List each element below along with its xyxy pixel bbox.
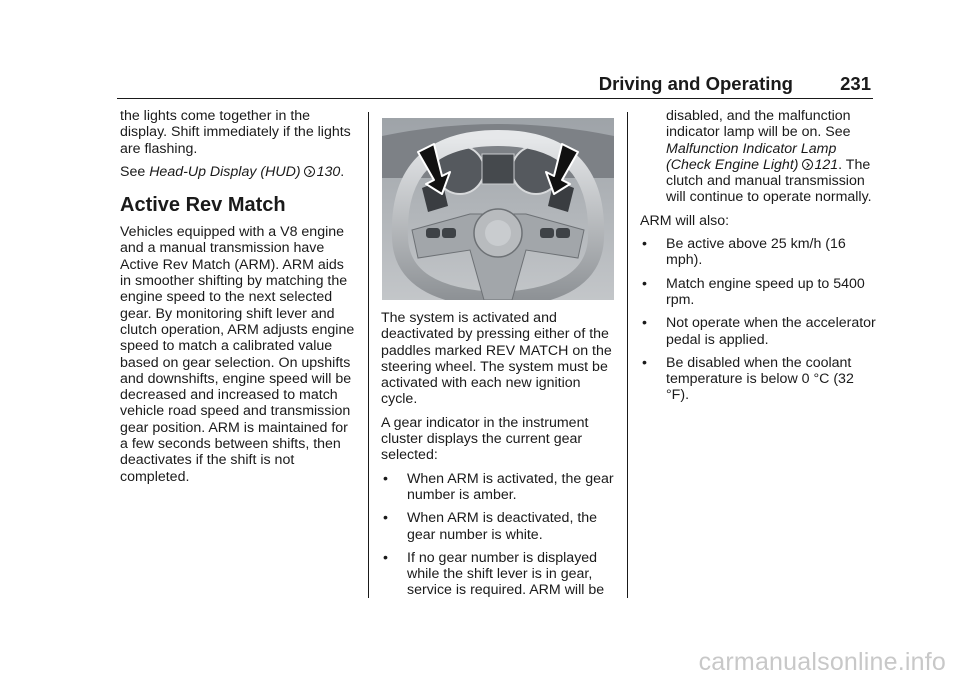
paragraph: A gear indicator in the instrument cluster displays the current gear selected:	[381, 414, 589, 464]
section-title: Driving and Operating	[598, 73, 793, 94]
list-item	[381, 550, 617, 599]
bullet-dot: •	[383, 549, 388, 566]
list-item	[381, 510, 617, 543]
hud-page[interactable]: 130	[316, 163, 341, 180]
bullet-dot: •	[642, 354, 647, 371]
list-item-text: When ARM is activated, the gear number is amber.	[407, 470, 614, 503]
bullet-dot: •	[642, 275, 647, 292]
page-reference-icon	[802, 159, 813, 170]
list-item-text: Match engine speed up to 5400 rpm.	[666, 275, 865, 308]
watermark: carmanualsonline.info	[698, 648, 946, 676]
paragraph: the lights come together in the display. Shift immediately if the lights are flashing.	[120, 108, 351, 157]
page-number: 231	[840, 73, 871, 94]
column-2	[381, 310, 617, 606]
paragraph: ARM will also:	[640, 212, 730, 229]
bullet-dot: •	[383, 470, 388, 487]
list-item-text: When ARM is deactivated, the gear number is white.	[407, 510, 598, 543]
section-heading: Active Rev Match	[120, 194, 286, 217]
column-1	[120, 108, 358, 492]
list-item-continuation	[640, 108, 878, 206]
list-item-text: Not operate when the accelerator pedal is applied.	[666, 315, 876, 348]
see-suffix: .	[340, 163, 345, 180]
paragraph: Vehicles equipped with a V8 engine and a manual transmission have Active Rev Match (ARM). ARM aids in smoother shifting by matching the engine speed to the next selected gear. By monitoring shift lever and clutch operation, ARM adjusts engine speed to match a calibrated value based on gear selection. On upshifts and downshifts, engine speed will be decreased and increased to match vehicle road speed and transmission gear position. ARM is maintained for a few seconds between shifts, then deactivates if the shift is not completed.	[120, 224, 355, 485]
column-divider-2	[627, 112, 628, 598]
list-item	[640, 276, 878, 309]
page-reference-icon	[304, 166, 315, 177]
list-item-text: If no gear number is displayed while the shift lever is in gear, service is required. ARM will be	[407, 549, 605, 599]
paragraph: disabled, and the malfunction indicator lamp will be on. See	[666, 108, 851, 141]
list-item	[381, 471, 617, 504]
list-item-text: Be active above 25 km/h (16 mph).	[666, 236, 846, 269]
page-header	[0, 70, 960, 100]
bullet-dot: •	[642, 236, 647, 253]
hud-link[interactable]: Head-Up Display (HUD)	[149, 163, 301, 180]
mil-link[interactable]: Malfunction Indicator Lamp (Check Engine Light)	[666, 140, 837, 173]
paragraph-rest: . The clutch and manual transmission will continue to operate normally.	[666, 156, 872, 206]
mil-page[interactable]: 121	[814, 156, 839, 173]
see-prefix: See	[120, 163, 150, 180]
list-item	[640, 236, 878, 269]
column-divider-1	[368, 112, 369, 598]
header-divider	[117, 98, 873, 99]
list-item	[640, 315, 878, 348]
column-3	[640, 108, 878, 411]
see-reference	[120, 164, 358, 180]
bullet-dot: •	[642, 315, 647, 332]
list-item-text: Be disabled when the coolant temperature is below 0 °C (32 °F).	[666, 354, 854, 404]
list-item	[640, 355, 878, 404]
bullet-dot: •	[383, 510, 388, 527]
steering-wheel-illustration	[382, 118, 614, 300]
paragraph: The system is activated and deactivated by pressing either of the paddles marked REV MATCH on the steering wheel. The system must be activated with each new ignition cycle.	[381, 310, 612, 408]
